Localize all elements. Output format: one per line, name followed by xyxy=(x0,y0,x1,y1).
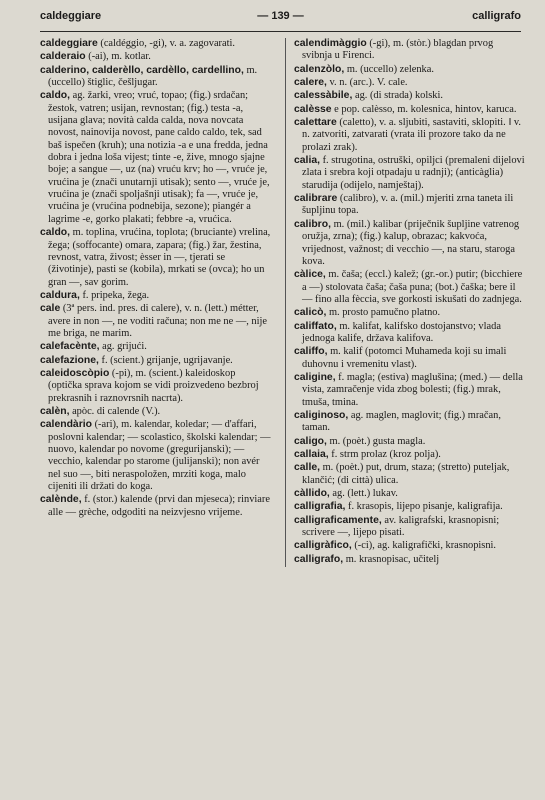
dictionary-entry xyxy=(40,419,271,493)
entry-text xyxy=(294,38,525,63)
dictionary-entry xyxy=(294,515,525,540)
page-header xyxy=(40,10,521,26)
entry-headword: càlice, xyxy=(294,269,326,281)
entry-headword: calderino, calderèllo, cardèllo, cardellino, xyxy=(40,64,244,76)
entry-text xyxy=(294,488,525,500)
entry-text xyxy=(294,193,525,218)
entry-text xyxy=(40,90,271,226)
entry-definition: e pop. calèsso, m. kolesnica, hintov, karuca. xyxy=(331,103,517,115)
dictionary-entry xyxy=(294,155,525,192)
dictionary-entry xyxy=(40,406,271,418)
dictionary-entry xyxy=(294,449,525,461)
entry-headword: calenzòlo, xyxy=(294,63,345,75)
dictionary-entry xyxy=(294,117,525,154)
entry-definition: (-gi), m. (stòr.) blagdan prvog svibnja u Firenci. xyxy=(302,38,494,62)
dictionary-entry xyxy=(294,372,525,409)
dictionary-entry xyxy=(40,368,271,405)
entry-headword: calibrare xyxy=(294,193,338,205)
entry-definition: (caletto), v. a. sljubiti, sastaviti, sklopiti. ‖ v. n. zatvoriti, zatvarati (vrata ili prozore tako da ne prolazi zrak). xyxy=(302,117,521,153)
entry-definition: (caldéggio, -gi), v. a. zagovarati. xyxy=(97,38,235,49)
entry-headword: calessàbile, xyxy=(294,90,353,102)
right-column xyxy=(285,38,525,567)
dictionary-entry xyxy=(40,65,271,90)
entry-text xyxy=(294,321,525,346)
entry-headword: calere, xyxy=(294,77,327,89)
entry-headword: calicò, xyxy=(294,307,327,319)
entry-text xyxy=(294,346,525,371)
entry-definition: f. krasopis, lijepo pisanje, kaligrafija. xyxy=(345,501,503,513)
dictionary-entry xyxy=(294,501,525,513)
dictionary-entry xyxy=(294,38,525,63)
entry-text xyxy=(294,515,525,540)
entry-headword: callaia, xyxy=(294,449,329,460)
entry-definition: m. (poèt.) put, drum, staza; (stretto) puteljak, klančić; (di città) ulica. xyxy=(302,462,510,486)
entry-definition: apòc. di calende (V.). xyxy=(69,405,161,417)
dictionary-entry xyxy=(40,90,271,226)
dictionary-entry xyxy=(294,410,525,435)
entry-definition: ag. (lett.) lukav. xyxy=(329,488,398,500)
entry-definition: m. (mil.) kalibar (priječnik šupljine vatrenog oružja, zrna); (fig.) kalup, obrazac; kakvoća, vrijednost, važnost; di vecchio —, na staru, staroga kova. xyxy=(302,218,520,267)
entry-text xyxy=(40,494,271,519)
entry-headword: caldo, xyxy=(40,90,71,102)
entry-headword: calènde, xyxy=(40,494,82,506)
entry-text xyxy=(40,290,271,302)
dictionary-entry xyxy=(294,321,525,346)
entry-headword: calettare xyxy=(294,117,337,129)
entry-text xyxy=(40,419,271,493)
entry-headword: calligraficamente, xyxy=(294,514,382,526)
entry-headword: calèn, xyxy=(40,405,70,417)
entry-headword: calia, xyxy=(294,155,320,167)
entry-definition: ag. (di strada) kolski. xyxy=(352,90,443,102)
entry-text xyxy=(294,449,525,461)
entry-definition: m. (uccello) zelenka. xyxy=(344,63,434,75)
entry-text xyxy=(294,501,525,513)
header-rule xyxy=(40,31,521,32)
entry-text xyxy=(294,269,525,306)
dictionary-entry xyxy=(40,227,271,289)
entry-definition: (-ci), ag. kaligrafički, krasnopisni. xyxy=(351,540,497,552)
entry-text xyxy=(294,90,525,102)
entry-definition: m. čaša; (eccl.) kalež; (gr.-or.) putir; (bicchiere a —) stolovata čaša; čaša puna; (bot.) čaška; bere il — fino alla fèccia, sve gorkosti iskušati do zadnjega. xyxy=(302,269,523,305)
entry-definition: m. kalif (potomci Muhameda koji su imali duhovnu i vremenitu vlast). xyxy=(302,346,507,370)
entry-definition: f. pripeka, žega. xyxy=(79,289,150,301)
left-column xyxy=(40,38,271,567)
entry-definition: f. magla; (estiva) maglušina; (med.) — della vista, zamračenje vida zbog bolesti; (fig.) mrak, tmuša, tmina. xyxy=(302,371,523,408)
entry-headword: cale xyxy=(40,303,61,315)
entry-definition: v. n. (arc.). V. cale. xyxy=(326,77,408,89)
dictionary-entry xyxy=(40,355,271,367)
entry-text xyxy=(294,372,525,409)
dictionary-entry xyxy=(294,540,525,552)
entry-text xyxy=(294,462,525,487)
entry-definition: m. krasnopisac, učitelj xyxy=(343,553,440,565)
entry-definition: (-pi), m. (scient.) kaleidoskop (optička sprava kojom se vidi proizvedeno bezbroj prekrasnih i raznovrsnih nacrta). xyxy=(48,367,259,404)
entry-definition: m. kalifat, kalifsko dostojanstvo; vlada jednoga kalife, država kalifova. xyxy=(302,320,501,344)
entry-definition: m. toplina, vrućina, toplota; (bruciante) vrelina, žega; (soffocante) omara, zapara; (fig.) žar, žestina, revnost, vatra, živost; èsser in —, tjerati se (životinje), pasti se (kobila), mrkati se (ovca); ho un gran —, sav gorim. xyxy=(48,227,271,288)
dictionary-entry xyxy=(294,104,525,116)
entry-headword: caldo, xyxy=(40,227,71,239)
entry-text xyxy=(294,77,525,89)
entry-text xyxy=(40,51,271,63)
dictionary-entry xyxy=(40,494,271,519)
entry-text xyxy=(294,410,525,435)
entry-text xyxy=(40,368,271,405)
entry-text xyxy=(294,64,525,76)
entry-headword: califfato, xyxy=(294,320,337,332)
entry-text xyxy=(40,406,271,418)
entry-headword: calderaio xyxy=(40,51,86,63)
entry-headword: calefazione, xyxy=(40,354,99,366)
entry-headword: calle, xyxy=(294,462,320,474)
entry-headword: califfo, xyxy=(294,346,328,358)
dictionary-entry xyxy=(294,554,525,566)
dictionary-entry xyxy=(294,90,525,102)
dictionary-entry xyxy=(40,51,271,63)
entry-text xyxy=(40,38,271,50)
entry-headword: calendàrio xyxy=(40,419,92,431)
entry-headword: caliginoso, xyxy=(294,409,349,421)
entry-text xyxy=(294,155,525,192)
header-left-guide-word: caldeggiare xyxy=(40,10,102,22)
page-number: — 139 — xyxy=(257,10,304,22)
dictionary-entry xyxy=(294,219,525,268)
dictionary-entry xyxy=(40,38,271,50)
entry-definition: (-ari), m. kalendar, koledar; — d'affari, poslovni kalendar; — scolastico, školski kalendar; — nuovo, kalendar po novome (gregurijanski); — vecchio, kalendar po starome (julijanski); non avér nel suo —, biti neraspoložen, mrziti koga, malo cijeniti ili držati do koga. xyxy=(48,419,271,493)
entry-definition: f. strm prolaz (kroz polja). xyxy=(328,449,441,460)
entry-text xyxy=(40,303,271,340)
dictionary-entry xyxy=(294,77,525,89)
entry-text xyxy=(40,355,271,367)
dictionary-entry xyxy=(294,462,525,487)
entry-text xyxy=(294,117,525,154)
dictionary-entry xyxy=(294,193,525,218)
entry-definition: m. (poèt.) gusta magla. xyxy=(326,435,426,447)
entry-text xyxy=(294,104,525,116)
entry-text xyxy=(294,540,525,552)
entry-headword: calibro, xyxy=(294,218,331,230)
entry-definition: f. (scient.) grijanje, ugrijavanje. xyxy=(98,354,233,366)
entry-definition: f. (stor.) kalende (prvi dan mjeseca); rinviare alle — grèche, odgoditi na neizvjesno vrijeme. xyxy=(48,494,270,518)
entry-headword: calligrafo, xyxy=(294,553,344,565)
entry-headword: calligràfico, xyxy=(294,540,352,552)
entry-headword: càllido, xyxy=(294,488,330,500)
dictionary-entry xyxy=(294,307,525,319)
dictionary-entry xyxy=(294,269,525,306)
entry-definition: m. prosto pamučno platno. xyxy=(326,307,441,319)
entry-headword: calèsse xyxy=(294,103,332,115)
entry-headword: caldura, xyxy=(40,289,80,301)
entry-definition: ag. grijući. xyxy=(99,341,147,353)
entry-definition: av. kaligrafski, krasnopisni; scrivere —, lijepo pisati. xyxy=(302,514,500,539)
dictionary-entry xyxy=(294,436,525,448)
dictionary-entry xyxy=(40,341,271,353)
dictionary-entry xyxy=(294,346,525,371)
entry-definition: f. strugotina, ostruški, opiljci (premaleni dijelovi zlata i srebra koji otpadaju u radnji); (anticàglia) starudija (odijelo, namještaj). xyxy=(302,155,525,191)
entry-definition: ag. žarki, vreo; vruć, topao; (fig.) srdačan; žestok, vatren; usijan, revnostan; (fig.) testa -a, usijana glava; novità calda calda, nova novcata novost, nainovija novost, pane caldo caldo, tek, sad baš ispečen (kruh); una notizia -a e una fredda, jedna dobra i jedna loša vijest; tinte -e, žive, mnogo sjajne boje; a sangue —, uz (na) vruću krv; ho —, vruće je, vrućina je (znači unutarnji utisak); sento —, vruće je, vrućina je (znači spoljašnji utisak); fa —, vruće je, vrućina je (vrućina podnebija, sezone); piangér a lagrime -e, gorko plakati; febbre -a, vrućica. xyxy=(48,90,270,225)
entry-text xyxy=(40,65,271,90)
entry-definition: ag. maglen, maglovit; (fig.) mračan, taman. xyxy=(302,409,501,434)
entry-text xyxy=(40,227,271,289)
header-right-guide-word: calligrafo xyxy=(472,10,521,22)
entry-headword: caldeggiare xyxy=(40,38,98,49)
dictionary-entry xyxy=(40,303,271,340)
entry-headword: caligo, xyxy=(294,435,327,447)
dictionary-entry xyxy=(40,290,271,302)
entry-definition: (-ai), m. kotlar. xyxy=(85,51,151,63)
entry-text xyxy=(294,219,525,268)
entry-text xyxy=(294,436,525,448)
entry-columns xyxy=(40,38,525,567)
entry-definition: m. (uccello) štiglic, češljugar. xyxy=(48,64,258,89)
dictionary-entry xyxy=(294,488,525,500)
entry-definition: (3ª pers. ind. pres. di calere), v. n. (lett.) métter, avere in non —, ne voditi računa; non me ne —, nije me briga, ne marim. xyxy=(48,303,268,339)
entry-text xyxy=(294,554,525,566)
entry-headword: calendimàggio xyxy=(294,38,367,49)
entry-headword: caleidoscòpio xyxy=(40,367,110,379)
entry-definition: (calibro), v. a. (mil.) mjeriti zrna taneta ili šupljinu topa. xyxy=(302,193,514,217)
entry-headword: calligrafia, xyxy=(294,501,346,513)
entry-text xyxy=(294,307,525,319)
entry-headword: caligine, xyxy=(294,371,336,383)
entry-headword: calefacènte, xyxy=(40,341,100,353)
entry-text xyxy=(40,341,271,353)
dictionary-entry xyxy=(294,64,525,76)
